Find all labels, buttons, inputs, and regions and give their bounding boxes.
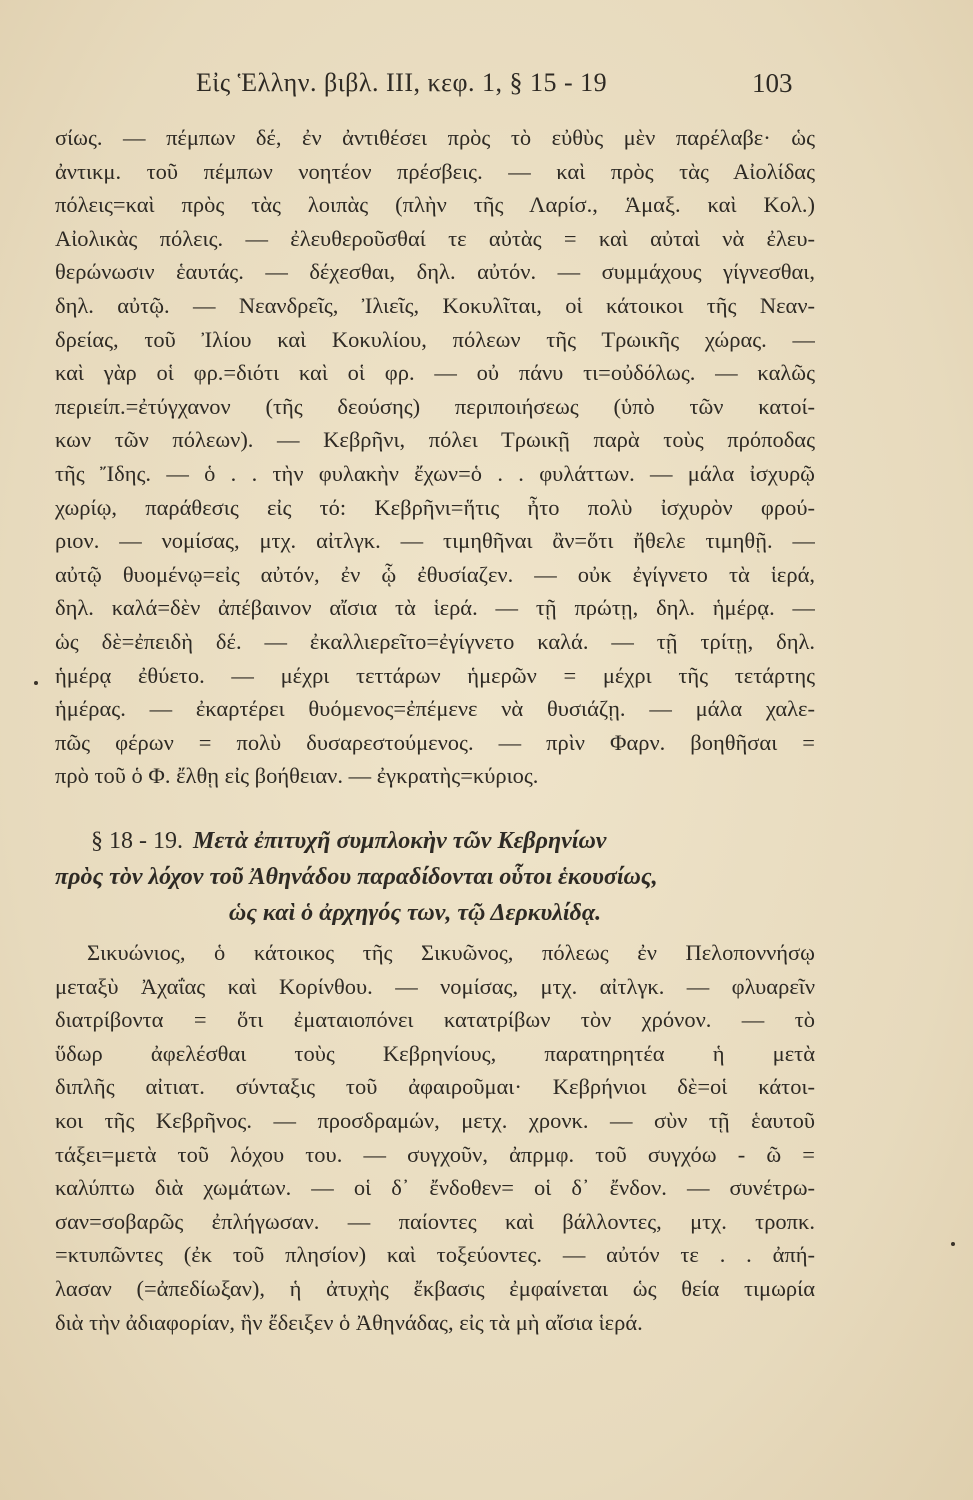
text-line: διατρίβοντα = ὅτι ἐματαιοπόνει κατατρίβων τὸν χρόνον. — τὸ [55,1007,815,1033]
running-head: Εἰς Ἑλλην. βιβλ. III, κεφ. 1, § 15 - 19 [196,68,608,97]
section-heading-line [55,823,815,859]
text-line: σίως. — πέμπων δέ, ἐν ἀντιθέσει πρὸς τὸ εὐθὺς μὲν παρέλαβε· ὡς [55,125,815,150]
section-title-part: Μετὰ ἐπιτυχῆ συμπλοκὴν τῶν Κεβρηνίων [193,828,607,854]
page-number: 103 [752,68,793,98]
text-line: δηλ. αὐτῷ. — Νεανδρεῖς, Ἰλιεῖς, Κοκυλῖται, οἱ κάτοικοι τῆς Νεαν- [55,292,815,318]
text-line: αὐτῷ θυομένῳ=εἰς αὐτόν, ἐν ᾧ ἐθυσίαζεν. — οὐκ ἐγίγνετο τὰ ἱερά, [55,561,815,587]
section-number: § 18 - 19. [91,828,183,854]
section-heading-line: πρὸς τὸν λόχον τοῦ Ἀθηνάδου παραδίδονται οὗτοι ἑκουσίως, [55,864,658,890]
text-line: Σικυώνιος, ὁ κάτοικος τῆς Σικυῶνος, πόλεως ἐν Πελοποννήσῳ [87,940,815,965]
text-line: σαν=σοβαρῶς ἐπλήγωσαν. — παίοντες καὶ βάλλοντες, μτχ. τροπκ. [55,1208,815,1234]
text-line: δρείας, τοῦ Ἰλίου καὶ Κοκυλίου, πόλεων τῆς Τρωικῆς χώρας. — [55,326,815,352]
text-line: περιείπ.=ἐτύγχανον (τῆς δεούσης) περιποιήσεως (ὑπὸ τῶν κατοί- [55,393,815,419]
text-line: διὰ τὴν ἀδιαφορίαν, ἣν ἔδειξεν ὁ Ἀθηνάδας, εἰς τὰ μὴ αἴσια ἱερά. [55,1309,643,1335]
text-line: ἡμέρᾳ ἐθύετο. — μέχρι τεττάρων ἡμερῶν = μέχρι τῆς τετάρτης [55,662,815,688]
text-line: κων τῶν πόλεων). — Κεβρῆνι, πόλει Τρωικῇ παρὰ τοὺς πρόποδας [55,427,815,453]
text-line: ριον. — νομίσας, μτχ. αἰτλγκ. — τιμηθῆναι ἂν=ὅτι ἤθελε τιμηθῇ. — [55,528,815,554]
text-line: δηλ. καλά=δὲν ἀπέβαινον αἴσια τὰ ἱερά. — τῇ πρώτῃ, δηλ. ἡμέρᾳ. — [55,595,815,621]
text-line: ὕδωρ ἀφελέσθαι τοὺς Κεβρηνίους, παρατηρητέα ἡ μετὰ [55,1040,815,1066]
text-line: λασαν (=ἀπεδίωξαν), ἡ ἀτυχὴς ἔκβασις ἐμφαίνεται ὡς θεία τιμωρία [55,1275,815,1301]
text-line: μεταξὺ Ἀχαΐας καὶ Κορίνθου. — νομίσας, μτχ. αἰτλγκ. — φλυαρεῖν [55,973,815,999]
section-heading [55,823,815,931]
margin-speck [34,681,38,685]
text-line: ὡς δὲ=ἐπειδὴ δέ. — ἐκαλλιερεῖτο=ἐγίγνετο καλά. — τῇ τρίτῃ, δηλ. [55,628,815,654]
section-heading-line: ὡς καὶ ὁ ἀρχηγός των, τῷ Δερκυλίδᾳ. [228,900,602,926]
text-line: θερώνωσιν ἑαυτάς. — δέχεσθαι, δηλ. αὐτόν. — συμμάχους γίγνεσθαι, [55,259,815,285]
text-line: τάξει=μετὰ τοῦ λόχου του. — συγχοῦν, ἀπρμφ. τοῦ συγχόω - ῶ = [55,1141,815,1167]
margin-speck [951,1242,955,1246]
notes-block [55,121,815,793]
text-line: χωρίῳ, παράθεσις εἰς τό: Κεβρῆνι=ἥτις ἦτο πολὺ ἰσχυρὸν φρού- [55,494,815,520]
text-line: =κτυπῶντες (ἐκ τοῦ πλησίον) καὶ τοξεύοντες. — αὐτόν τε . . ἀπή- [55,1242,815,1268]
text-line: ἀντικμ. τοῦ πέμπων νοητέον πρέσβεις. — καὶ πρὸς τὰς Αἰολίδας [55,158,815,184]
text-line: ἡμέρας. — ἐκαρτέρει θυόμενος=ἐπέμενε νὰ θυσιάζῃ. — μάλα χαλε- [55,696,815,722]
text-line: καλύπτω διὰ χωμάτων. — οἱ δ᾽ ἔνδοθεν= οἱ δ᾽ ἔνδον. — συνέτρω- [55,1175,815,1201]
text-line: Αἰολικὰς πόλεις. — ἐλευθεροῦσθαί τε αὐτὰς = καὶ αὐταὶ νὰ ἐλευ- [55,225,815,251]
commentary-block [55,936,815,1339]
text-line: διπλῆς αἰτιατ. σύνταξις τοῦ ἀφαιροῦμαι· Κεβρήνιοι δὲ=οἱ κάτοι- [55,1074,815,1100]
text-line: τῆς Ἴδης. — ὁ . . τὴν φυλακὴν ἔχων=ὁ . . φυλάττων. — μάλα ἰσχυρῷ [55,460,815,486]
text-line: κοι τῆς Κεβρῆνος. — προσδραμών, μετχ. χρονκ. — σὺν τῇ ἑαυτοῦ [55,1107,815,1133]
text-line: πρὸ τοῦ ὁ Φ. ἔλθῃ εἰς βοήθειαν. — ἐγκρατὴς=κύριος. [55,763,539,789]
text-line: πῶς φέρων = πολὺ δυσαρεστούμενος. — πρὶν Φαρν. βοηθῆσαι = [55,729,815,755]
text-line: πόλεις=καὶ πρὸς τὰς λοιπὰς (πλὴν τῆς Λαρίσ., Ἁμαξ. καὶ Κολ.) [55,192,815,218]
text-line: καὶ γὰρ οἱ φρ.=διότι καὶ οἱ φρ. — οὐ πάνυ τι=οὐδόλως. — καλῶς [55,360,815,386]
